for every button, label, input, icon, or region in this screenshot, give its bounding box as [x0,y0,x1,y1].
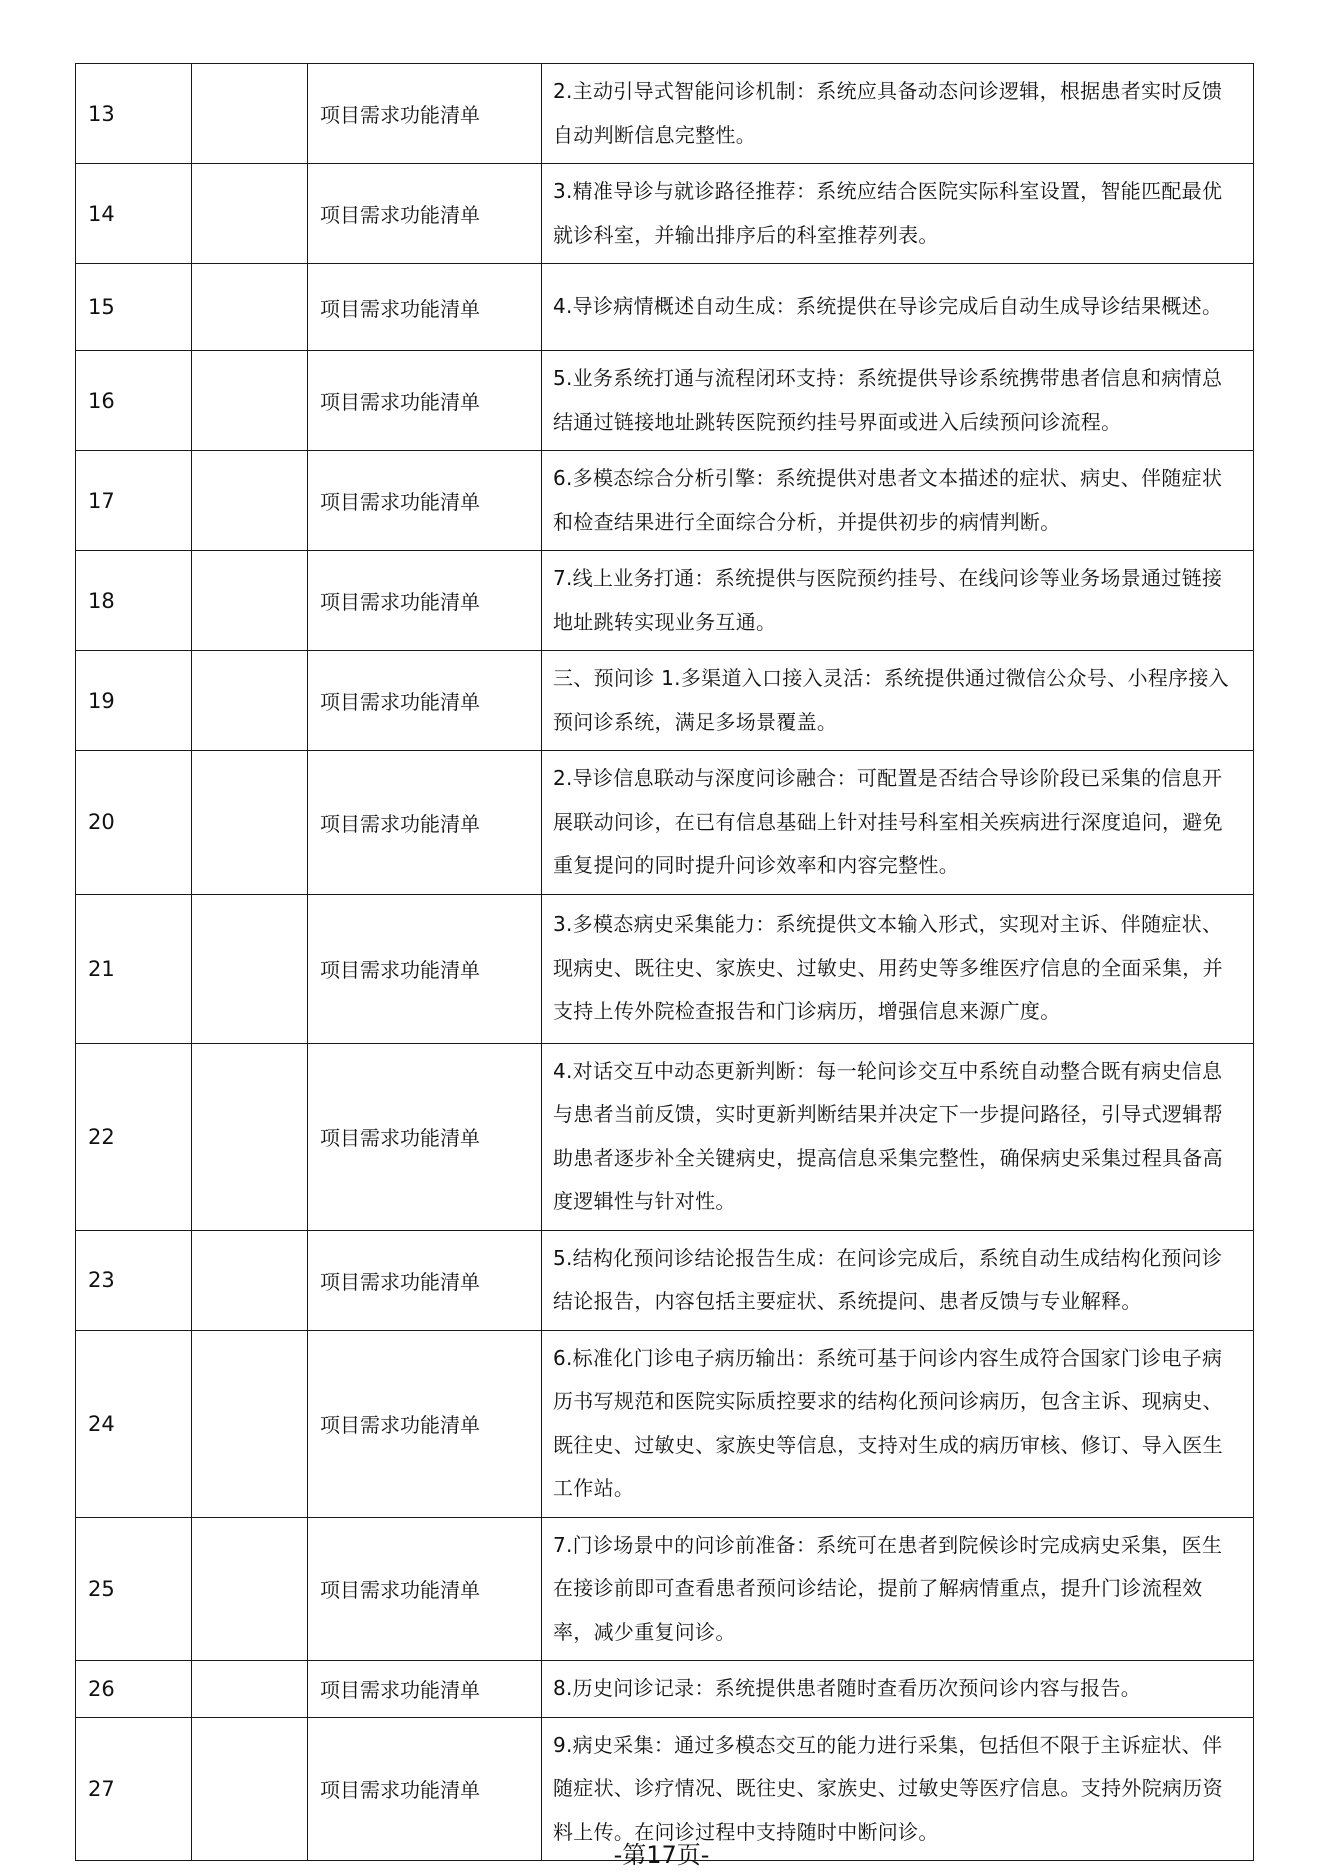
empty-cell [192,1230,308,1330]
table-row [76,1661,1254,1718]
row-number: 27 [76,1717,192,1861]
category-cell: 项目需求功能清单 [308,751,542,895]
description-cell: 6.标准化门诊电子病历输出：系统可基于问诊内容生成符合国家门诊电子病历书写规范和医院实际质控要求的结构化预问诊病历，包含主诉、现病史、既往史、过敏史、家族史等信息，支持对生成的病历审核、修订、导入医生工作站。 [542,1330,1254,1517]
row-number: 25 [76,1517,192,1661]
table-row [76,451,1254,551]
row-number: 22 [76,1043,192,1230]
empty-cell [192,1661,308,1718]
description-cell: 5.业务系统打通与流程闭环支持：系统提供导诊系统携带患者信息和病情总结通过链接地址跳转医院预约挂号界面或进入后续预问诊流程。 [542,351,1254,451]
description-cell: 三、预问诊 1.多渠道入口接入灵活：系统提供通过微信公众号、小程序接入预问诊系统，满足多场景覆盖。 [542,651,1254,751]
description-cell: 6.多模态综合分析引擎：系统提供对患者文本描述的症状、病史、伴随症状和检查结果进行全面综合分析，并提供初步的病情判断。 [542,451,1254,551]
page-number: -第17页- [613,1841,710,1869]
table-row [76,551,1254,651]
table-row [76,64,1254,164]
empty-cell [192,451,308,551]
table-row [76,1517,1254,1661]
row-number: 21 [76,894,192,1043]
table-row [76,894,1254,1043]
row-number: 13 [76,64,192,164]
row-number: 17 [76,451,192,551]
row-number: 20 [76,751,192,895]
table-row [76,1330,1254,1517]
description-cell: 7.线上业务打通：系统提供与医院预约挂号、在线问诊等业务场景通过链接地址跳转实现业务互通。 [542,551,1254,651]
empty-cell [192,1330,308,1517]
table-row [76,351,1254,451]
category-cell: 项目需求功能清单 [308,1661,542,1718]
category-cell: 项目需求功能清单 [308,264,542,351]
category-cell: 项目需求功能清单 [308,164,542,264]
empty-cell [192,551,308,651]
category-cell: 项目需求功能清单 [308,551,542,651]
description-cell: 8.历史问诊记录：系统提供患者随时查看历次预问诊内容与报告。 [542,1661,1254,1718]
table-row [76,1043,1254,1230]
row-number: 26 [76,1661,192,1718]
row-number: 15 [76,264,192,351]
description-cell: 5.结构化预问诊结论报告生成：在问诊完成后，系统自动生成结构化预问诊结论报告，内容包括主要症状、系统提问、患者反馈与专业解释。 [542,1230,1254,1330]
requirements-table [75,63,1254,1861]
category-cell: 项目需求功能清单 [308,1330,542,1517]
category-cell: 项目需求功能清单 [308,351,542,451]
category-cell: 项目需求功能清单 [308,1717,542,1861]
empty-cell [192,1043,308,1230]
description-cell: 3.多模态病史采集能力：系统提供文本输入形式，实现对主诉、伴随症状、现病史、既往史、家族史、过敏史、用药史等多维医疗信息的全面采集，并支持上传外院检查报告和门诊病历，增强信息来源广度。 [542,894,1254,1043]
table-row [76,651,1254,751]
empty-cell [192,894,308,1043]
description-cell: 4.导诊病情概述自动生成：系统提供在导诊完成后自动生成导诊结果概述。 [542,264,1254,351]
row-number: 16 [76,351,192,451]
table-row [76,751,1254,895]
table-row [76,264,1254,351]
table-row [76,1230,1254,1330]
description-cell: 2.主动引导式智能问诊机制：系统应具备动态问诊逻辑，根据患者实时反馈自动判断信息完整性。 [542,64,1254,164]
description-cell: 3.精准导诊与就诊路径推荐：系统应结合医院实际科室设置，智能匹配最优就诊科室，并输出排序后的科室推荐列表。 [542,164,1254,264]
row-number: 18 [76,551,192,651]
row-number: 24 [76,1330,192,1517]
empty-cell [192,1517,308,1661]
empty-cell [192,164,308,264]
row-number: 23 [76,1230,192,1330]
empty-cell [192,64,308,164]
table-row [76,164,1254,264]
category-cell: 项目需求功能清单 [308,1230,542,1330]
category-cell: 项目需求功能清单 [308,894,542,1043]
row-number: 14 [76,164,192,264]
empty-cell [192,651,308,751]
empty-cell [192,264,308,351]
description-cell: 7.门诊场景中的问诊前准备：系统可在患者到院候诊时完成病史采集，医生在接诊前即可查看患者预问诊结论，提前了解病情重点，提升门诊流程效率，减少重复问诊。 [542,1517,1254,1661]
category-cell: 项目需求功能清单 [308,651,542,751]
description-cell: 9.病史采集：通过多模态交互的能力进行采集，包括但不限于主诉症状、伴随症状、诊疗情况、既往史、家族史、过敏史等医疗信息。支持外院病历资料上传。在问诊过程中支持随时中断问诊。 [542,1717,1254,1861]
empty-cell [192,751,308,895]
empty-cell [192,351,308,451]
category-cell: 项目需求功能清单 [308,1043,542,1230]
category-cell: 项目需求功能清单 [308,1517,542,1661]
row-number: 19 [76,651,192,751]
description-cell: 2.导诊信息联动与深度问诊融合：可配置是否结合导诊阶段已采集的信息开展联动问诊，在已有信息基础上针对挂号科室相关疾病进行深度追问，避免重复提问的同时提升问诊效率和内容完整性。 [542,751,1254,895]
category-cell: 项目需求功能清单 [308,451,542,551]
category-cell: 项目需求功能清单 [308,64,542,164]
description-cell: 4.对话交互中动态更新判断：每一轮问诊交互中系统自动整合既有病史信息与患者当前反馈，实时更新判断结果并决定下一步提问路径，引导式逻辑帮助患者逐步补全关键病史，提高信息采集完整性，确保病史采集过程具备高度逻辑性与针对性。 [542,1043,1254,1230]
